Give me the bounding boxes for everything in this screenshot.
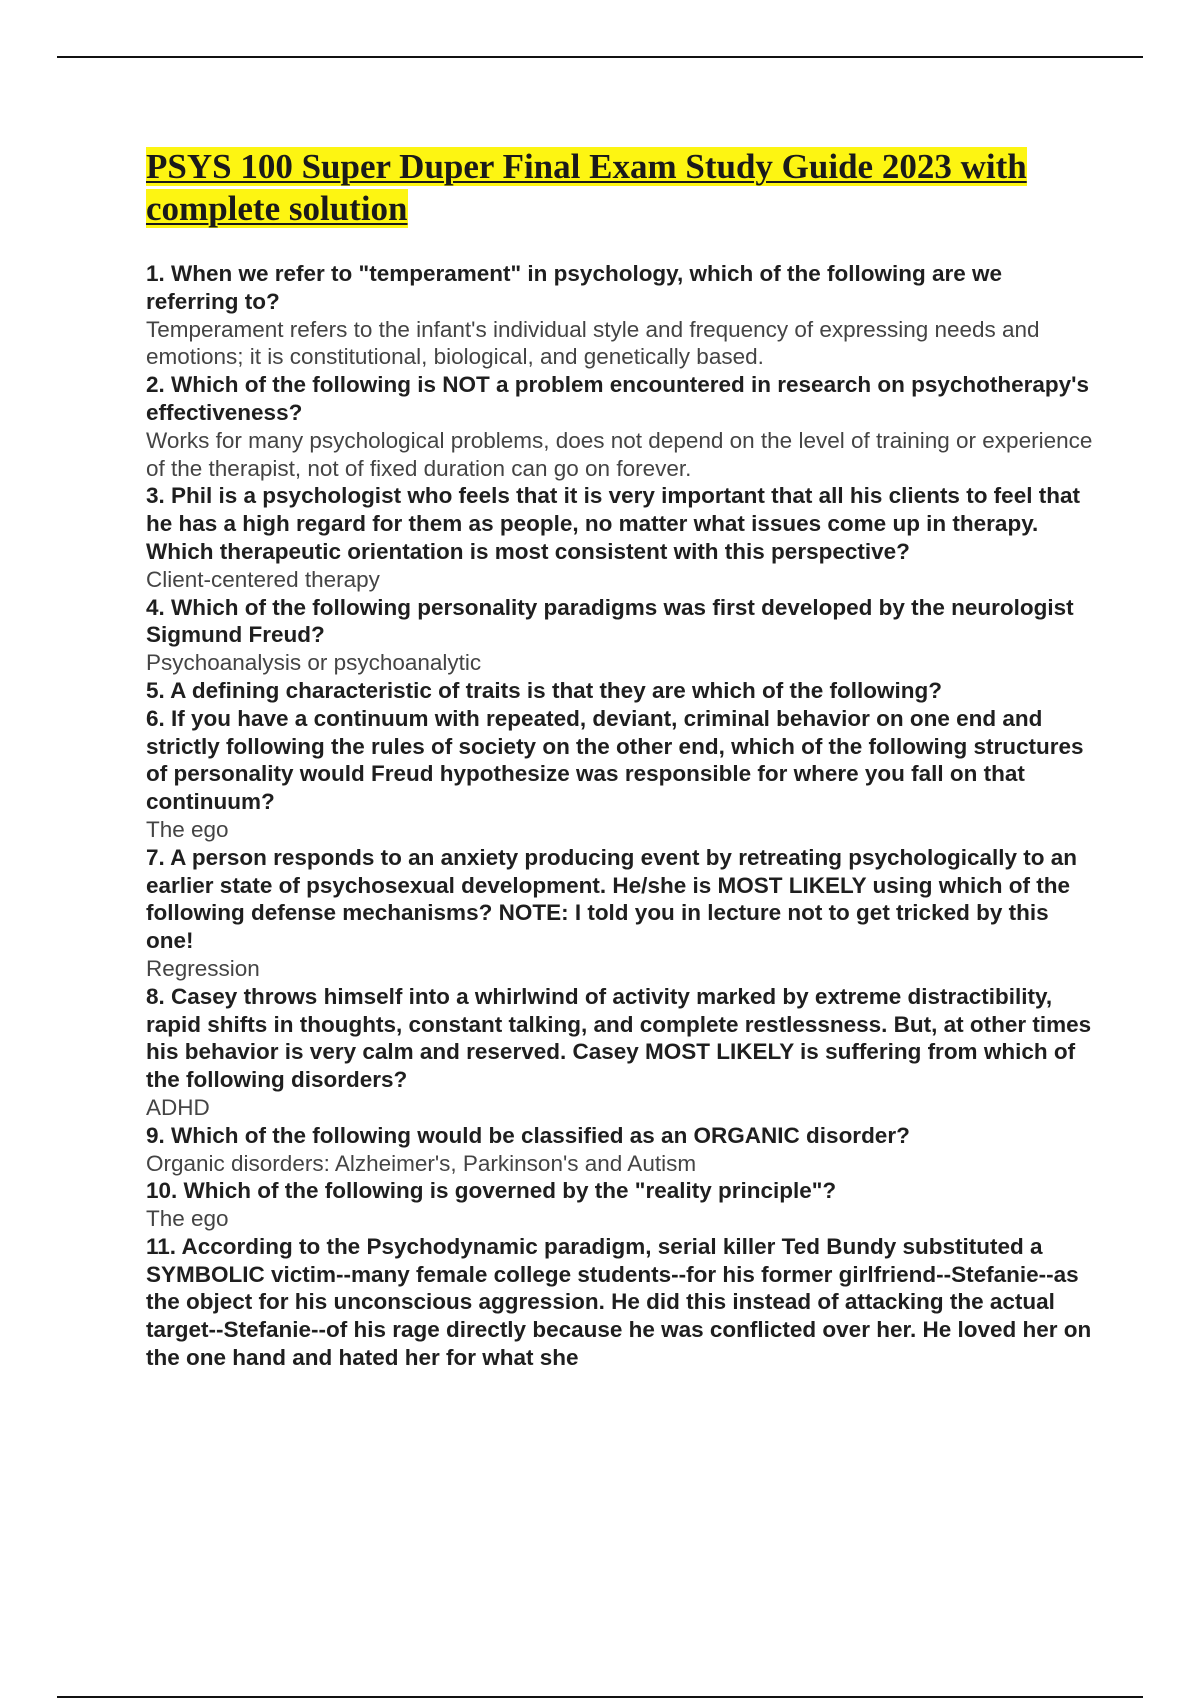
- qa-item: [146, 1122, 1096, 1178]
- top-rule: [57, 56, 1143, 58]
- answer-text: ADHD: [146, 1094, 210, 1120]
- title-highlight: PSYS 100 Super Duper Final Exam Study Guide 2023 with complete solution: [146, 147, 1027, 228]
- question-text: 3. Phil is a psychologist who feels that it is very important that all his clients to feel that he has a high regard for them as people, no matter what issues come up in therapy. Which therapeutic orientation is most consistent with this perspective?: [146, 483, 1080, 564]
- answer-text: The ego: [146, 816, 229, 842]
- qa-item: [146, 260, 1096, 371]
- answer-text: Client-centered therapy: [146, 566, 380, 592]
- answer-text: Organic disorders: Alzheimer's, Parkinson's and Autism: [146, 1150, 697, 1176]
- question-text: 4. Which of the following personality paradigms was first developed by the neurologist Sigmund Freud?: [146, 594, 1074, 648]
- qa-item: [146, 1233, 1096, 1372]
- question-text: 8. Casey throws himself into a whirlwind of activity marked by extreme distractibility, rapid shifts in thoughts, constant talking, and complete restlessness. But, at other times his behavior is very calm and reserved. Casey MOST LIKELY is suffering from which of the following disorders?: [146, 983, 1092, 1093]
- qa-item: [146, 983, 1096, 1122]
- question-text: 7. A person responds to an anxiety producing event by retreating psychologically to an earlier state of psychosexual development. He/she is MOST LIKELY using which of the following defense mechanisms? NOTE: I told you in lecture not to get tricked by this one!: [146, 844, 1078, 954]
- document-title: [146, 146, 1096, 230]
- qa-item: [146, 482, 1096, 593]
- qa-list: [146, 260, 1096, 1372]
- qa-item: [146, 594, 1096, 677]
- answer-text: Psychoanalysis or psychoanalytic: [146, 650, 482, 676]
- answer-text: Works for many psychological problems, does not depend on the level of training or experience of the therapist, not of fixed duration can go on forever.: [146, 427, 1093, 481]
- qa-item: [146, 677, 1096, 705]
- answer-text: Temperament refers to the infant's individual style and frequency of expressing needs and emotions; it is constitutional, biological, and genetically based.: [146, 316, 1040, 370]
- question-text: 11. According to the Psychodynamic paradigm, serial killer Ted Bundy substituted a SYMBOLIC victim--many female college students--for his former girlfriend--Stefanie--as the object for his unconscious aggression. He did this instead of attacking the actual target--Stefanie--of his rage directly because he was conflicted over her. He loved her on the one hand and hated her for what she: [146, 1233, 1092, 1371]
- question-text: 2. Which of the following is NOT a problem encountered in research on psychotherapy's effectiveness?: [146, 372, 1090, 425]
- answer-text: The ego: [146, 1206, 229, 1232]
- question-text: 9. Which of the following would be classified as an ORGANIC disorder?: [146, 1122, 910, 1148]
- document-body: [146, 146, 1096, 1372]
- answer-text: Regression: [146, 955, 260, 981]
- qa-item: [146, 844, 1096, 983]
- question-text: 1. When we refer to "temperament" in psychology, which of the following are we referring to?: [146, 261, 1003, 314]
- question-text: 6. If you have a continuum with repeated, deviant, criminal behavior on one end and strictly following the rules of society on the other end, which of the following structures of personality would Freud hypothesize was responsible for where you fall on that continuum?: [146, 705, 1084, 815]
- bottom-rule: [57, 1696, 1143, 1698]
- qa-item: [146, 1177, 1096, 1233]
- qa-item: [146, 705, 1096, 844]
- question-text: 10. Which of the following is governed by the "reality principle"?: [146, 1178, 837, 1204]
- question-text: 5. A defining characteristic of traits is that they are which of the following?: [146, 677, 942, 703]
- qa-item: [146, 371, 1096, 482]
